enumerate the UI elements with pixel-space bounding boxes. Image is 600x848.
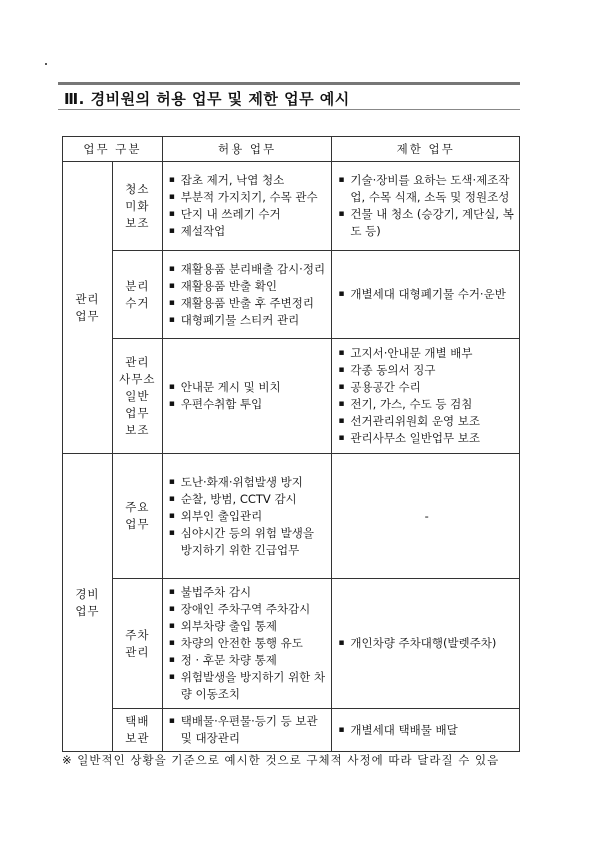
restricted-item: ▪ 건물 내 청소 (승강기, 계단실, 복도 등) [338,206,515,240]
allowed-item: ▪ 위험발생을 방지하기 위한 차량 이동조치 [169,669,328,703]
allowed-list [169,474,328,559]
table-row [63,454,520,579]
restricted-cell [332,339,520,454]
allowed-item: ▪ 정 · 후문 차량 통제 [169,652,328,669]
restricted-item: ▪ 기술·장비를 요하는 도색·제조작업, 수목 식재, 소독 및 정원조성 [338,172,515,206]
group-label: 경비 업무 [63,454,113,752]
subcategory-label: 청소 미화 보조 [112,162,162,251]
allowed-list [169,172,328,240]
allowed-cell [162,251,332,339]
restricted-cell [332,251,520,339]
restricted-item: ▪ 관리사무소 일반업무 보조 [338,430,515,447]
allowed-item: ▪ 부분적 가지치기, 수목 관수 [169,189,328,206]
allowed-item: ▪ 심야시간 등의 위험 발생을 방지하기 위한 긴급업무 [169,525,328,559]
allowed-item: ▪ 불법주차 감시 [169,584,328,601]
table-row [63,709,520,752]
allowed-item: ▪ 택배물·우편물·등기 등 보관 및 대장관리 [169,713,328,747]
allowed-item: ▪ 제설작업 [169,223,328,240]
allowed-item: ▪ 외부인 출입관리 [169,508,328,525]
header-allowed: 허용 업무 [162,137,332,162]
restricted-item: ▪ 공용공간 수리 [338,379,515,396]
restricted-item: ▪ 개인차량 주차대행(발렛주차) [338,635,515,652]
restricted-item: ▪ 고지서·안내문 개별 배부 [338,345,515,362]
title-top-rule [58,82,520,85]
allowed-item: ▪ 재활용품 반출 확인 [169,278,328,295]
restricted-item: ▪ 선거관리위원회 운영 보조 [338,413,515,430]
allowed-item: ▪ 순찰, 방범, CCTV 감시 [169,491,328,508]
table-row [63,579,520,709]
allowed-item: ▪ 차량의 안전한 통행 유도 [169,635,328,652]
allowed-cell [162,454,332,579]
allowed-item: ▪ 도난·화재·위험발생 방지 [169,474,328,491]
restricted-item: ▪ 각종 동의서 징구 [338,362,515,379]
header-category: 업무 구분 [63,137,163,162]
table-row [63,339,520,454]
allowed-item: ▪ 잡초 제거, 낙엽 청소 [169,172,328,189]
table-row [63,251,520,339]
allowed-item: ▪ 재활용품 반출 후 주변정리 [169,295,328,312]
restricted-item: ▪ 개별세대 택배물 배달 [338,722,515,739]
restricted-list [338,286,515,303]
section-title-block [58,82,520,112]
allowed-cell [162,579,332,709]
table-body [63,162,520,752]
restricted-list [338,722,515,739]
allowed-list [169,584,328,703]
subcategory-label: 관리 사무소 일반 업무 보조 [112,339,162,454]
allowed-cell [162,709,332,752]
restricted-cell [332,579,520,709]
allowed-item: ▪ 대형폐기물 스티커 관리 [169,312,328,329]
subcategory-label: 주차 관리 [112,579,162,709]
restricted-list [338,345,515,447]
restricted-cell [332,162,520,251]
allowed-list [169,379,328,413]
allowed-cell [162,339,332,454]
allowed-item: ▪ 안내문 게시 및 비치 [169,379,328,396]
restricted-item: ▪ 전기, 가스, 수도 등 검침 [338,396,515,413]
restricted-list [338,172,515,240]
subcategory-label: 주요 업무 [112,454,162,579]
scan-speck [45,63,47,65]
header-restricted: 제한 업무 [332,137,520,162]
allowed-item: ▪ 장애인 주차구역 주차감시 [169,601,328,618]
allowed-item: ▪ 외부차량 출입 통제 [169,618,328,635]
title-bottom-rule [58,109,520,110]
restricted-cell [332,709,520,752]
allowed-list [169,261,328,329]
allowed-item: ▪ 단지 내 쓰레기 수거 [169,206,328,223]
restricted-empty: - [332,454,520,579]
section-title: Ⅲ. 경비원의 허용 업무 및 제한 업무 예시 [64,90,350,108]
group-label: 관리 업무 [63,162,113,454]
allowed-item: ▪ 우편수취함 투입 [169,396,328,413]
restricted-list [338,635,515,652]
table-header-row [63,137,520,162]
allowed-cell [162,162,332,251]
footnote: ※ 일반적인 상황을 기준으로 예시한 것으로 구체적 사정에 따라 달라질 수 있음 [62,753,500,767]
allowed-list [169,713,328,747]
table-row [63,162,520,251]
allowed-item: ▪ 재활용품 분리배출 감시·정리 [169,261,328,278]
subcategory-label: 택배 보관 [112,709,162,752]
subcategory-label: 분리 수거 [112,251,162,339]
restricted-item: ▪ 개별세대 대형폐기물 수거·운반 [338,286,515,303]
duty-table [62,136,520,752]
